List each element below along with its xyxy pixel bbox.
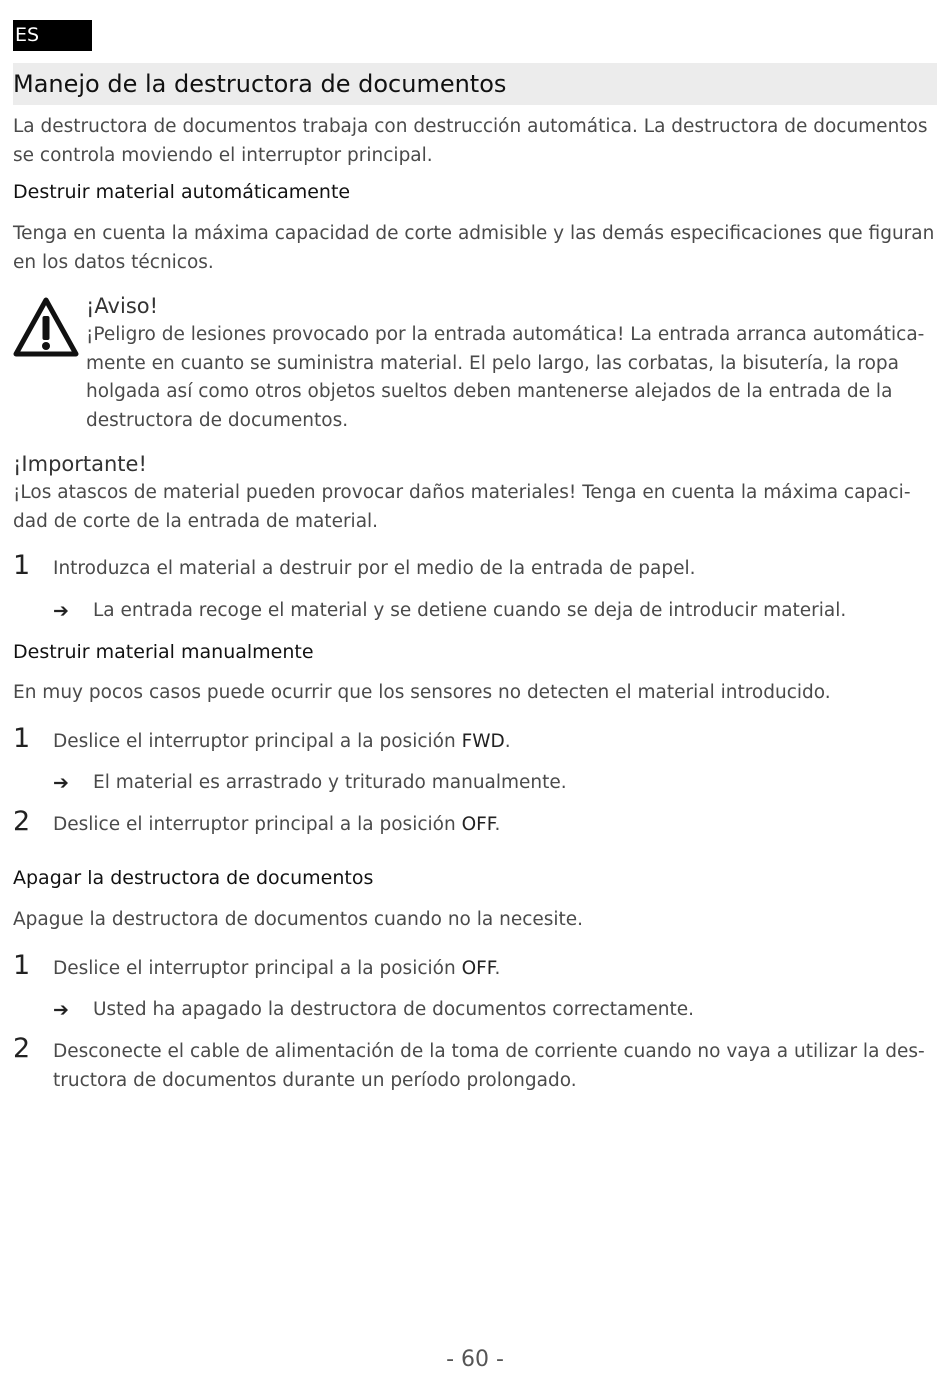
result-arrow-icon: ➔: [53, 772, 69, 794]
position-keyword: OFF: [461, 814, 495, 835]
language-badge: ES: [13, 20, 92, 51]
result-arrow-icon: ➔: [53, 999, 69, 1021]
page-number: - 60 -: [446, 1347, 504, 1372]
step-text: Desconecte el cable de alimentación de la toma de corriente cuando no vaya a utilizar la des-tructora de documentos durante un período prolongado.: [53, 1041, 925, 1091]
section-title: Manejo de la destructora de documentos: [13, 70, 507, 98]
result-text: El material es arrastrado y triturado manualmente.: [93, 772, 567, 793]
step-text: Deslice el interruptor principal a la posición FWD.: [53, 731, 511, 752]
important-text: ¡Los atascos de material pueden provocar daños materiales! Tenga en cuenta la máxima capaci-dad de corte de la entrada de material.: [13, 482, 911, 532]
result-text: Usted ha apagado la destructora de documentos correctamente.: [93, 999, 695, 1020]
step-number: 1: [13, 550, 31, 581]
auto-paragraph: Tenga en cuenta la máxima capacidad de corte admisible y las demás especificaciones que figuran en los datos técnicos.: [13, 223, 935, 273]
step-number: 1: [13, 950, 31, 981]
manual-paragraph: En muy pocos casos puede ocurrir que los sensores no detecten el material introducido.: [13, 682, 831, 703]
warning-text: ¡Peligro de lesiones provocado por la entrada automática! La entrada arranca automática-mente en cuanto se suministra material. El pelo largo, las corbatas, la bisutería, la ropa holgada así como otros objetos sueltos deben mantenerse alejados de la entrada de la destructora de documentos.: [86, 324, 925, 431]
step-text: Introduzca el material a destruir por el medio de la entrada de papel.: [53, 558, 696, 579]
section-title-bar: [13, 63, 937, 105]
intro-paragraph: La destructora de documentos trabaja con destrucción automática. La destructora de documentos se controla moviendo el interruptor principal.: [13, 116, 928, 166]
off-heading: Apagar la destructora de documentos: [13, 867, 374, 889]
warning-title: ¡Aviso!: [86, 294, 159, 318]
result-text: La entrada recoge el material y se detiene cuando se deja de introducir material.: [93, 600, 847, 621]
step-number: 2: [13, 806, 31, 837]
step-number: 1: [13, 723, 31, 754]
off-paragraph: Apague la destructora de documentos cuando no la necesite.: [13, 909, 584, 930]
position-keyword: OFF: [461, 958, 495, 979]
auto-heading: Destruir material automáticamente: [13, 181, 351, 203]
warning-triangle-icon: [13, 296, 79, 358]
step-text: Deslice el interruptor principal a la posición OFF.: [53, 814, 501, 835]
step-number: 2: [13, 1033, 31, 1064]
step-text: Deslice el interruptor principal a la posición OFF.: [53, 958, 501, 979]
important-title: ¡Importante!: [13, 452, 147, 476]
position-keyword: FWD: [461, 731, 505, 752]
manual-heading: Destruir material manualmente: [13, 641, 314, 663]
result-arrow-icon: ➔: [53, 600, 69, 622]
